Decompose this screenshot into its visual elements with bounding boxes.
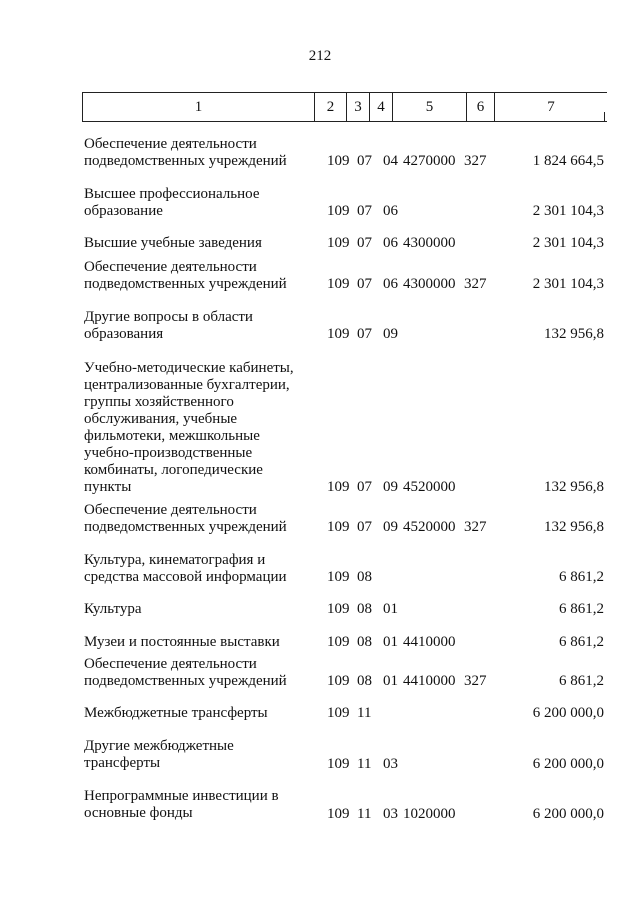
row-csr: 4300000 (403, 276, 456, 292)
row-ved: 109 (327, 153, 350, 169)
row-sum: 132 956,8 (544, 479, 604, 495)
row-label: Обеспечение деятельности подведомственных учреждений (84, 502, 287, 535)
row-pr: 06 (383, 203, 398, 219)
row-ved: 109 (327, 705, 350, 721)
row-pr: 01 (383, 601, 398, 617)
row-pr: 04 (383, 153, 398, 169)
table-header (82, 92, 607, 122)
row-sum: 6 200 000,0 (532, 705, 604, 721)
row-rz: 08 (357, 569, 372, 585)
row-label: Обеспечение деятельности подведомственных учреждений (84, 259, 287, 292)
row-rz: 07 (357, 276, 372, 292)
row-ved: 109 (327, 203, 350, 219)
row-label: Обеспечение деятельности подведомственных учреждений (84, 656, 287, 689)
header-col-4: 4 (370, 93, 393, 121)
row-rz: 11 (357, 756, 372, 772)
row-vr: 327 (464, 519, 487, 535)
header-col-2: 2 (315, 93, 347, 121)
row-label: Обеспечение деятельности подведомственных учреждений (84, 136, 287, 169)
row-vr: 327 (464, 276, 487, 292)
row-sum: 6 861,2 (559, 601, 604, 617)
row-csr: 4410000 (403, 634, 456, 650)
row-pr: 09 (383, 326, 398, 342)
row-ved: 109 (327, 806, 350, 822)
header-col-5: 5 (393, 93, 467, 121)
row-pr: 01 (383, 634, 398, 650)
header-col-3: 3 (347, 93, 370, 121)
row-pr: 03 (383, 806, 398, 822)
row-label: Музеи и постоянные выставки (84, 634, 280, 650)
row-rz: 07 (357, 479, 372, 495)
row-sum: 2 301 104,3 (532, 276, 604, 292)
row-label: Высшее профессиональное образование (84, 186, 260, 219)
row-rz: 07 (357, 519, 372, 535)
header-col-1: 1 (83, 93, 315, 121)
row-rz: 07 (357, 203, 372, 219)
header-col-6: 6 (467, 93, 495, 121)
row-label: Высшие учебные заведения (84, 235, 262, 251)
row-label: Другие вопросы в области образования (84, 309, 253, 342)
row-csr: 1020000 (403, 806, 456, 822)
row-rz: 11 (357, 806, 372, 822)
row-sum: 132 956,8 (544, 519, 604, 535)
row-ved: 109 (327, 235, 350, 251)
header-col-7: 7 (547, 99, 555, 115)
row-csr: 4520000 (403, 479, 456, 495)
row-rz: 11 (357, 705, 372, 721)
row-csr: 4300000 (403, 235, 456, 251)
row-pr: 06 (383, 276, 398, 292)
row-csr: 4270000 (403, 153, 456, 169)
row-label: Культура (84, 601, 142, 617)
row-csr: 4410000 (403, 673, 456, 689)
row-ved: 109 (327, 569, 350, 585)
row-rz: 08 (357, 634, 372, 650)
row-ved: 109 (327, 326, 350, 342)
row-sum: 2 301 104,3 (532, 235, 604, 251)
row-csr: 4520000 (403, 519, 456, 535)
row-ved: 109 (327, 756, 350, 772)
row-sum: 132 956,8 (544, 326, 604, 342)
row-pr: 01 (383, 673, 398, 689)
row-pr: 03 (383, 756, 398, 772)
row-vr: 327 (464, 153, 487, 169)
row-label: Другие межбюджетные трансферты (84, 738, 234, 771)
row-rz: 07 (357, 153, 372, 169)
row-sum: 6 861,2 (559, 569, 604, 585)
row-rz: 07 (357, 235, 372, 251)
row-sum: 1 824 664,5 (532, 153, 604, 169)
row-vr: 327 (464, 673, 487, 689)
row-ved: 109 (327, 519, 350, 535)
row-sum: 6 861,2 (559, 634, 604, 650)
row-ved: 109 (327, 673, 350, 689)
row-sum: 6 861,2 (559, 673, 604, 689)
row-ved: 109 (327, 601, 350, 617)
page-number: 212 (308, 48, 332, 64)
row-sum: 2 301 104,3 (532, 203, 604, 219)
row-rz: 07 (357, 326, 372, 342)
row-pr: 06 (383, 235, 398, 251)
row-label: Межбюджетные трансферты (84, 705, 268, 721)
row-ved: 109 (327, 479, 350, 495)
row-rz: 08 (357, 673, 372, 689)
row-pr: 09 (383, 479, 398, 495)
row-label: Непрограммные инвестиции в основные фонды (84, 788, 279, 821)
row-sum: 6 200 000,0 (532, 756, 604, 772)
row-label: Культура, кинематография и средства массовой информации (84, 552, 287, 585)
header-right-tick (604, 112, 605, 121)
row-label: Учебно-методические кабинеты, централизованные бухгалтерии, группы хозяйственного обслуживания, учебные фильмотеки, межшкольные учебно-производственные комбинаты, логопедические пункты (84, 360, 294, 495)
row-pr: 09 (383, 519, 398, 535)
row-sum: 6 200 000,0 (532, 806, 604, 822)
row-ved: 109 (327, 276, 350, 292)
row-ved: 109 (327, 634, 350, 650)
row-rz: 08 (357, 601, 372, 617)
